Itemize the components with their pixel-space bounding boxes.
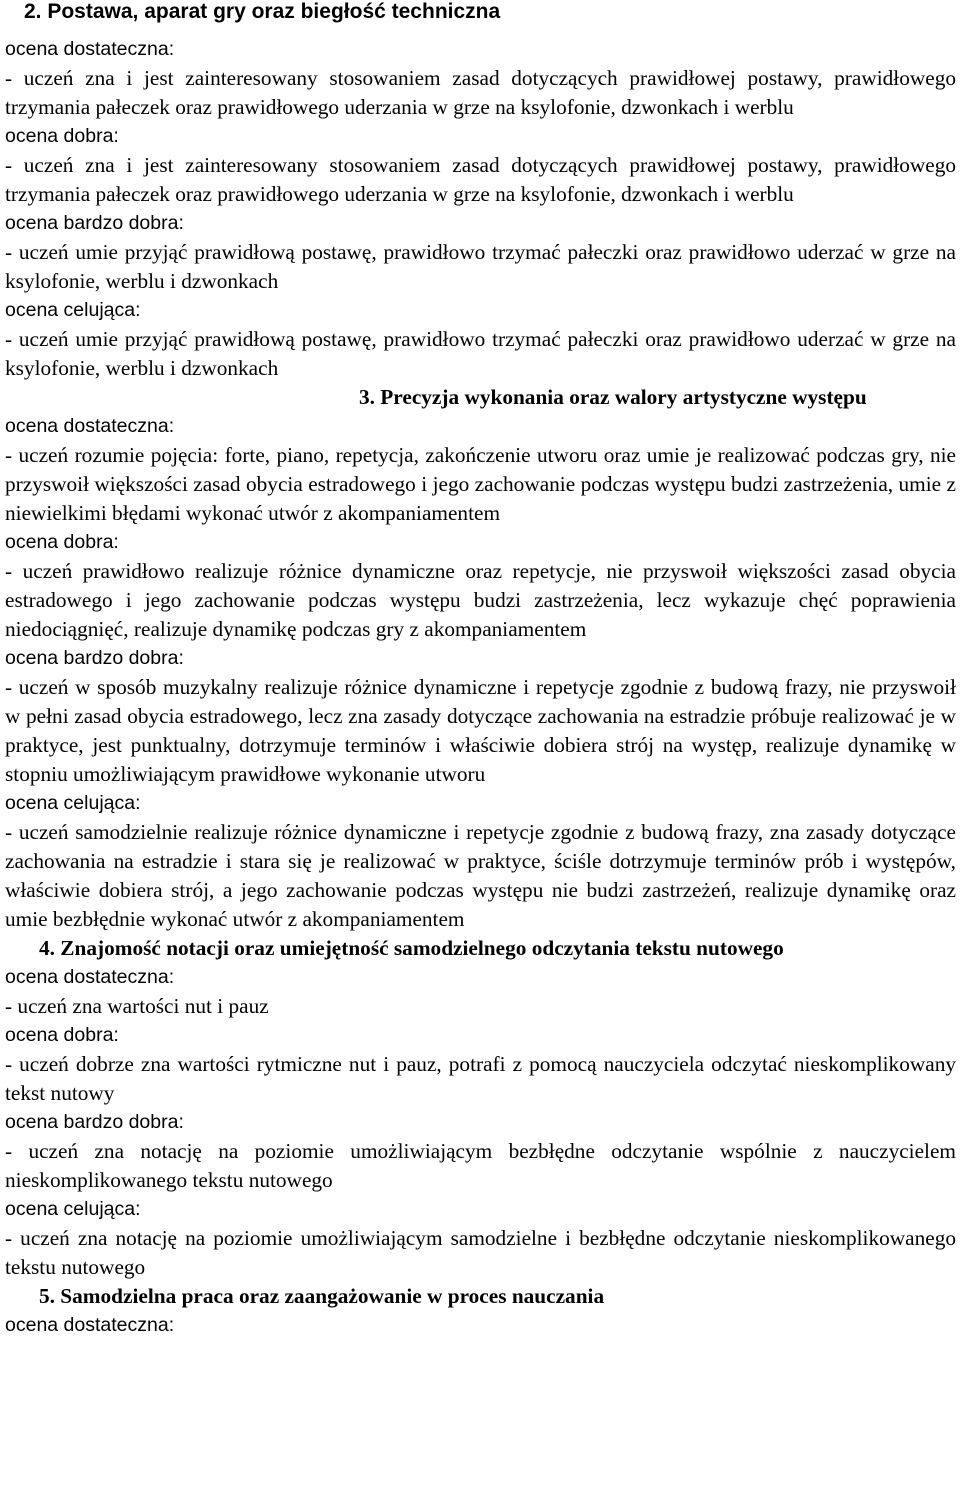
criteria-text: - uczeń prawidłowo realizuje różnice dynamiczne oraz repetycje, nie przyswoił większości zasad obycia estradowego i jego zachowanie podczas występu budzi zastrzeżenia, lecz wykazuje chęć poprawienia niedociągnięć, realizuje dynamikę podczas gry z akompaniamentem (5, 559, 956, 641)
criteria-text: - uczeń samodzielnie realizuje różnice dynamiczne i repetycje zgodnie z budową frazy, zna zasady dotyczące zachowania na estradzie i stara się je realizować w praktyce, ściśle dotrzymuje terminów prób i występów, właściwie dobiera strój, a jego zachowanie podczas występu nie budzi zastrzeżeń, realizuje dynamikę oraz umie bezbłędnie wykonać utwór z akompaniamentem (5, 820, 956, 931)
section-3-heading: 3. Precyzja wykonania oraz walory artystyczne występu (359, 385, 867, 409)
criteria-text: - uczeń zna i jest zainteresowany stosowaniem zasad dotyczących prawidłowej postawy, prawidłowego trzymania pałeczek oraz prawidłowego uderzania w grze na ksylofonie, dzwonkach i werblu (5, 66, 956, 119)
grade-label: ocena bardzo dobra: (5, 212, 184, 234)
grade-label: ocena dostateczna: (5, 1314, 175, 1336)
grade-label: ocena bardzo dobra: (5, 647, 184, 669)
section-4-heading: 4. Znajomość notacji oraz umiejętność samodzielnego odczytania tekstu nutowego (39, 936, 784, 960)
criteria-text: - uczeń zna i jest zainteresowany stosowaniem zasad dotyczących prawidłowej postawy, prawidłowego trzymania pałeczek oraz prawidłowego uderzania w grze na ksylofonie, dzwonkach i werblu (5, 153, 956, 206)
grade-label: ocena bardzo dobra: (5, 1111, 184, 1133)
section-5-heading: 5. Samodzielna praca oraz zaangażowanie w proces nauczania (39, 1284, 605, 1308)
grade-label: ocena dostateczna: (5, 966, 175, 988)
criteria-text: - uczeń zna notację na poziomie umożliwiającym samodzielne i bezbłędne odczytanie nieskomplikowanego tekstu nutowego (5, 1226, 956, 1279)
criteria-text: - uczeń w sposób muzykalny realizuje różnice dynamiczne i repetycje zgodnie z budową frazy, nie przyswoił w pełni zasad obycia estradowego, lecz zna zasady dotyczące zachowania na estradzie próbuje realizować je w praktyce, jest punktualny, dotrzymuje terminów i właściwie dobiera strój na występ, realizuje dynamikę w stopniu umożliwiającym prawidłowe wykonanie utworu (5, 675, 956, 786)
document-page (5, 0, 956, 1340)
criteria-text: - uczeń umie przyjąć prawidłową postawę, prawidłowo trzymać pałeczki oraz prawidłowo uderzać w grze na ksylofonie, werblu i dzwonkach (5, 240, 956, 293)
grade-label: ocena celująca: (5, 792, 141, 814)
grade-label: ocena celująca: (5, 1198, 141, 1220)
criteria-text: - uczeń dobrze zna wartości rytmiczne nut i pauz, potrafi z pomocą nauczyciela odczytać nieskomplikowany tekst nutowy (5, 1052, 956, 1105)
grade-label: ocena dobra: (5, 1024, 119, 1046)
criteria-text: - uczeń zna wartości nut i pauz (5, 994, 269, 1018)
section-2-heading: 2. Postawa, aparat gry oraz biegłość techniczna (24, 0, 501, 23)
grade-label: ocena dostateczna: (5, 415, 175, 437)
criteria-text: - uczeń umie przyjąć prawidłową postawę, prawidłowo trzymać pałeczki oraz prawidłowo uderzać w grze na ksylofonie, werblu i dzwonkach (5, 327, 956, 380)
criteria-text: - uczeń rozumie pojęcia: forte, piano, repetycja, zakończenie utworu oraz umie je realizować podczas gry, nie przyswoił większości zasad obycia estradowego i jego zachowanie podczas występu budzi zastrzeżenia, umie z niewielkimi błędami wykonać utwór z akompaniamentem (5, 443, 956, 525)
criteria-text: - uczeń zna notację na poziomie umożliwiającym bezbłędne odczytanie wspólnie z nauczycielem nieskomplikowanego tekstu nutowego (5, 1139, 956, 1192)
grade-label: ocena celująca: (5, 299, 141, 321)
grade-label: ocena dobra: (5, 125, 119, 147)
grade-label: ocena dostateczna: (5, 38, 175, 60)
grade-label: ocena dobra: (5, 531, 119, 553)
